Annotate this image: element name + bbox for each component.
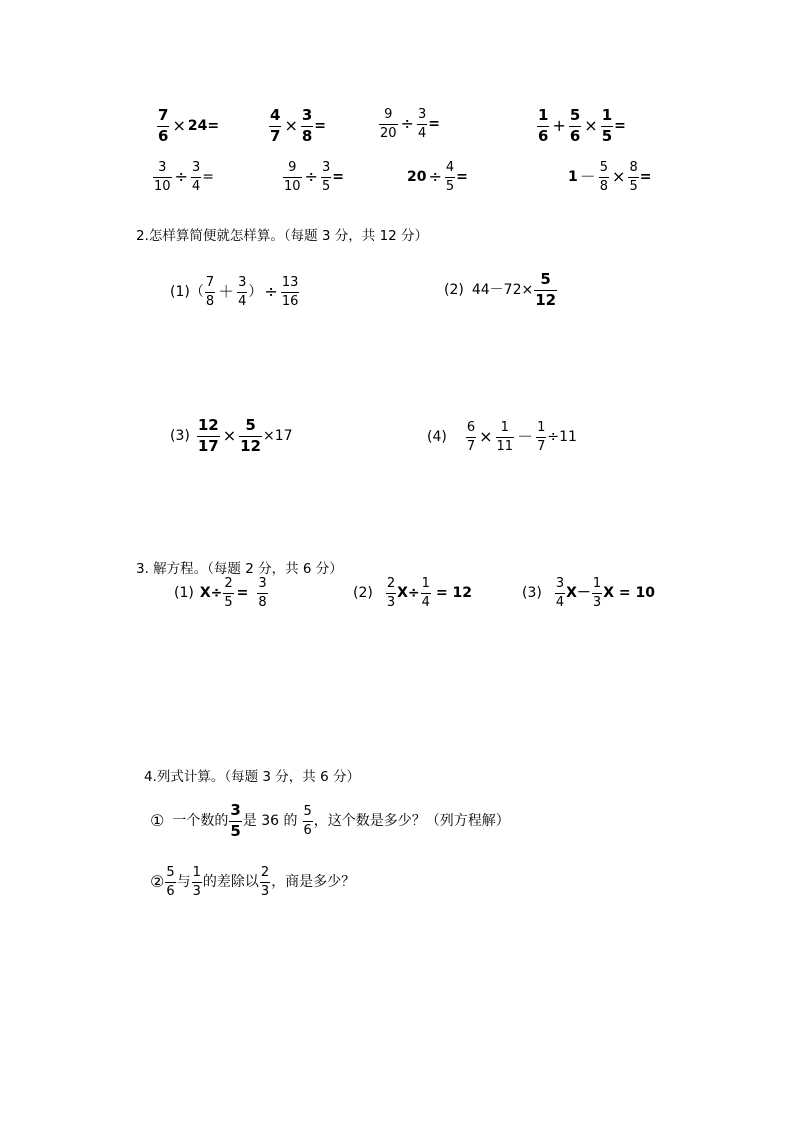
fraction: $\frac{1}{3}$: [192, 865, 201, 899]
fraction: $\frac{5}{12}$: [535, 270, 557, 309]
question-4-2: ② $\frac{5}{6}$ 与 $\frac{1}{3}$ 的差除以 $\frac{2}{3}$ ，商是多少？: [150, 865, 356, 899]
fraction: $\frac{5}{6}$: [166, 865, 175, 899]
fraction: $\frac{3}{4}$: [555, 576, 565, 610]
expr-2-2: $\frac{9}{10}$ ÷ $\frac{3}{5}$ =: [284, 160, 344, 194]
fraction: $\frac{2}{3}$: [386, 576, 396, 610]
fraction: $\frac{12}{17}$: [197, 416, 219, 455]
fraction: $\frac{1}{4}$: [421, 576, 430, 610]
question-4-1: ① 一个数的 $\frac{3}{5}$ 是 36 的 $\frac{5}{6}$ ，这个数是多少？（列方程解）: [150, 801, 510, 840]
section-2-heading: 2.怎样算简便就怎样算。（每题 3 分，共 12 分）: [136, 228, 429, 244]
fraction: $\frac{1}{6}$: [538, 106, 549, 145]
fraction: $\frac{3}{5}$: [230, 801, 241, 840]
fraction: $\frac{6}{7}$: [466, 420, 476, 454]
fraction: $\frac{1}{11}$: [496, 420, 514, 454]
problem-2-3: (3) $\frac{12}{17}$ × $\frac{5}{12}$ ×17: [170, 416, 293, 455]
expr-1-4: $\frac{1}{6}$ + $\frac{5}{6}$ × $\frac{1}{5}$ =: [538, 106, 626, 145]
section-4-heading: 4.列式计算。（每题 3 分，共 6 分）: [144, 769, 360, 785]
expr-2-3: 20 ÷ $\frac{4}{5}$ =: [407, 160, 468, 194]
fraction: $\frac{7}{6}$: [158, 106, 169, 145]
expr-1-2: $\frac{4}{7}$ × $\frac{3}{8}$ =: [270, 106, 327, 145]
section-3-heading: 3. 解方程。（每题 2 分，共 6 分）: [136, 561, 343, 577]
fraction: $\frac{3}{4}$: [417, 107, 427, 141]
fraction: $\frac{1}{3}$: [592, 576, 602, 610]
fraction: $\frac{9}{10}$: [284, 160, 301, 194]
fraction: $\frac{3}{8}$: [258, 576, 267, 610]
fraction: $\frac{8}{5}$: [629, 160, 638, 194]
expr-2-1: $\frac{3}{10}$ ÷ $\frac{3}{4}$ =: [154, 160, 214, 194]
problem-3-1: (1) X÷ $\frac{2}{5}$ = $\frac{3}{8}$: [174, 576, 267, 610]
problem-3-2: (2) $\frac{2}{3}$ X÷ $\frac{1}{4}$ = 12: [353, 576, 473, 610]
fraction: $\frac{9}{20}$: [380, 107, 397, 141]
fraction: $\frac{13}{16}$: [281, 275, 299, 309]
fraction: $\frac{5}{8}$: [599, 160, 609, 194]
fraction: $\frac{3}{4}$: [238, 275, 247, 309]
fraction: $\frac{3}{4}$: [191, 160, 201, 194]
expr-2-4: 1 － $\frac{5}{8}$ × $\frac{8}{5}$ =: [568, 160, 652, 194]
fraction: $\frac{1}{5}$: [601, 106, 613, 145]
fraction: $\frac{2}{5}$: [224, 576, 233, 610]
problem-3-3: (3) $\frac{3}{4}$ X－ $\frac{1}{3}$ X = 10: [522, 576, 655, 610]
fraction: $\frac{5}{6}$: [569, 106, 581, 145]
fraction: $\frac{5}{12}$: [240, 416, 261, 455]
problem-2-2: (2) 44－72× $\frac{5}{12}$: [444, 270, 557, 309]
fraction: $\frac{3}{8}$: [301, 106, 313, 145]
expr-1-1: $\frac{7}{6}$ × 24=: [158, 106, 220, 145]
expr-1-3: $\frac{9}{20}$ ÷ $\frac{3}{4}$ =: [380, 107, 440, 141]
fraction: $\frac{5}{6}$: [303, 804, 312, 838]
fraction: $\frac{4}{7}$: [270, 106, 281, 145]
problem-2-4: (4) $\frac{6}{7}$ × $\frac{1}{11}$ － $\frac{1}{7}$ ÷11: [427, 420, 577, 454]
fraction: $\frac{3}{10}$: [154, 160, 171, 194]
fraction: $\frac{4}{5}$: [445, 160, 455, 194]
fraction: $\frac{2}{3}$: [260, 865, 270, 899]
problem-2-1: (1) （ $\frac{7}{8}$ ＋ $\frac{3}{4}$ ） ÷ $\frac{13}{16}$: [170, 275, 299, 309]
fraction: $\frac{3}{5}$: [321, 160, 331, 194]
fraction: $\frac{1}{7}$: [537, 420, 546, 454]
fraction: $\frac{7}{8}$: [205, 275, 215, 309]
